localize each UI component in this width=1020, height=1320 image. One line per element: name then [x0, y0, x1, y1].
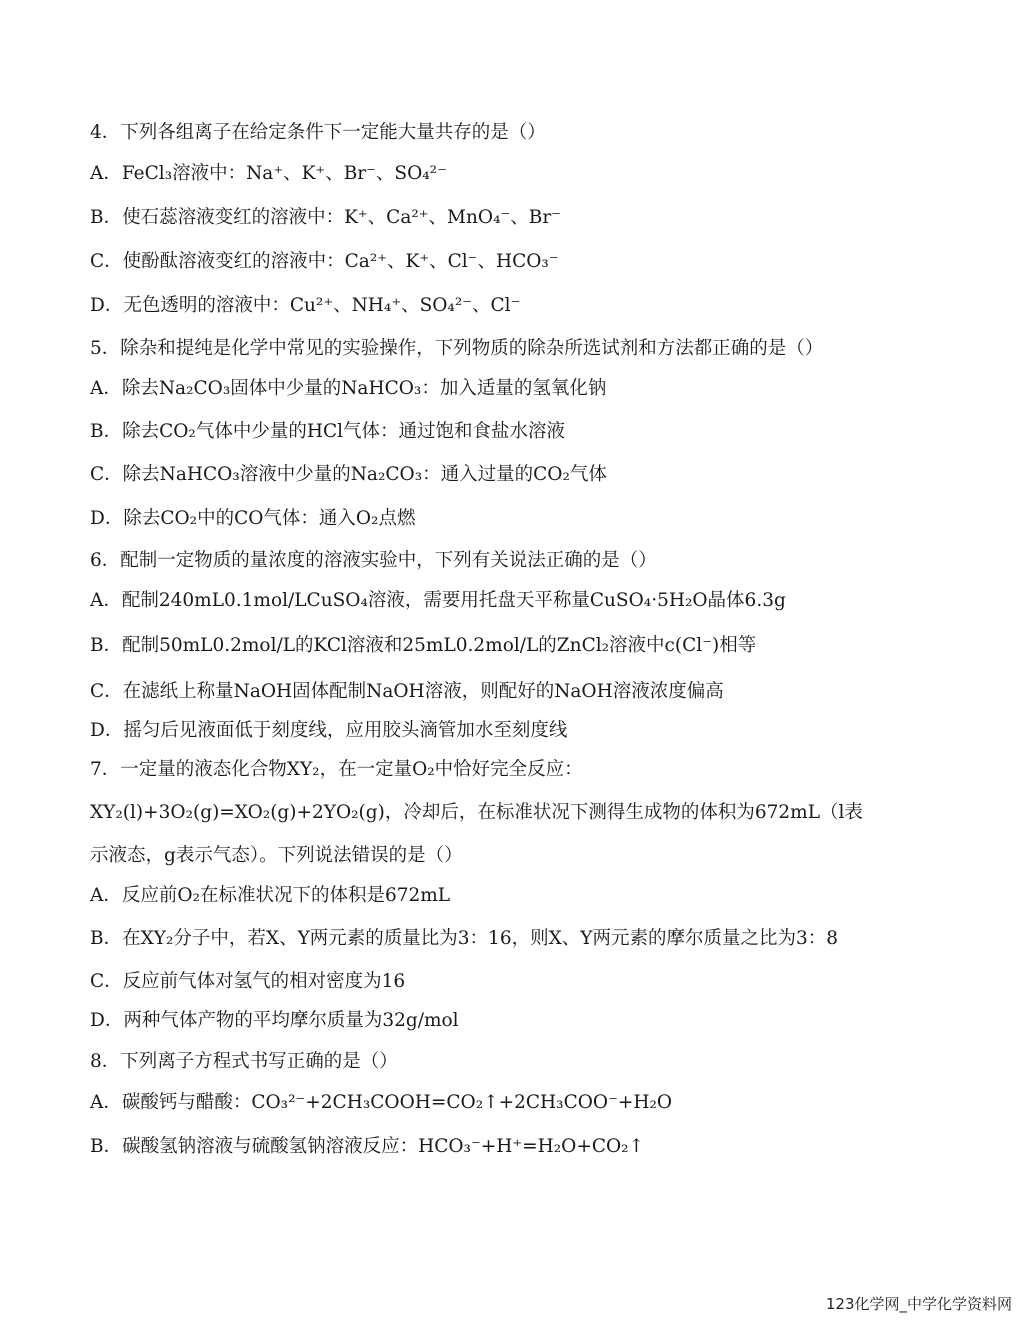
q6-option-c: C．在滤纸上称量NaOH固体配制NaOH溶液，则配好的NaOH溶液浓度偏高: [90, 681, 724, 702]
q6-stem: 6．配制一定物质的量浓度的溶液实验中，下列有关说法正确的是（）: [90, 550, 657, 571]
q6-option-b: B．配制50mL0.2mol/L的KCl溶液和25mL0.2mol/L的ZnCl₂溶液中c(Cl⁻)相等: [90, 635, 757, 656]
q7-option-a: A．反应前O₂在标准状况下的体积是672mL: [90, 885, 451, 906]
q7-stem: 7．一定量的液态化合物XY₂，在一定量O₂中恰好完全反应：: [90, 759, 583, 780]
q6-option-a: A．配制240mL0.1mol/LCuSO₄溶液，需要用托盘天平称量CuSO₄·5H₂O晶体6.3g: [90, 590, 786, 611]
q8-option-b: B．碳酸氢钠溶液与硫酸氢钠溶液反应：HCO₃⁻+H⁺=H₂O+CO₂↑: [90, 1136, 645, 1157]
q5-option-c: C．除去NaHCO₃溶液中少量的Na₂CO₃：通入过量的CO₂气体: [90, 464, 607, 485]
q4-option-d: D．无色透明的溶液中：Cu²⁺、NH₄⁺、SO₄²⁻、Cl⁻: [90, 295, 521, 316]
q5-option-a: A．除去Na₂CO₃固体中少量的NaHCO₃：加入适量的氢氧化钠: [90, 378, 607, 399]
q5-option-b: B．除去CO₂气体中少量的HCl气体：通过饱和食盐水溶液: [90, 421, 566, 442]
q7-option-c: C．反应前气体对氢气的相对密度为16: [90, 971, 406, 992]
q7-equation: XY₂(l)+3O₂(g)=XO₂(g)+2YO₂(g)，冷却后，在标准状况下测得生成物的体积为672mL（l表: [90, 802, 863, 823]
q7-equation-cont: 示液态，g表示气态）。下列说法错误的是（）: [90, 845, 463, 866]
q5-stem: 5．除杂和提纯是化学中常见的实验操作，下列物质的除杂所选试剂和方法都正确的是（）: [90, 338, 824, 359]
q8-stem: 8．下列离子方程式书写正确的是（）: [90, 1051, 398, 1072]
q4-option-b: B．使石蕊溶液变红的溶液中：K⁺、Ca²⁺、MnO₄⁻、Br⁻: [90, 207, 561, 228]
q5-option-d: D．除去CO₂中的CO气体：通入O₂点燃: [90, 508, 416, 529]
q4-stem: 4．下列各组离子在给定条件下一定能大量共存的是（）: [90, 122, 546, 143]
q6-option-d: D．摇匀后见液面低于刻度线，应用胶头滴管加水至刻度线: [90, 720, 568, 741]
q8-option-a: A．碳酸钙与醋酸：CO₃²⁻+2CH₃COOH=CO₂↑+2CH₃COO⁻+H₂O: [90, 1092, 673, 1113]
q4-option-a: A．FeCl₃溶液中：Na⁺、K⁺、Br⁻、SO₄²⁻: [90, 163, 447, 184]
q7-option-d: D．两种气体产物的平均摩尔质量为32g/mol: [90, 1010, 459, 1031]
footer-watermark: 123化学网_中学化学资料网: [825, 1295, 1012, 1313]
q7-option-b: B．在XY₂分子中，若X、Y两元素的质量比为3：16，则X、Y两元素的摩尔质量之比为3：8: [90, 928, 839, 949]
q4-option-c: C．使酚酞溶液变红的溶液中：Ca²⁺、K⁺、Cl⁻、HCO₃⁻: [90, 251, 559, 272]
